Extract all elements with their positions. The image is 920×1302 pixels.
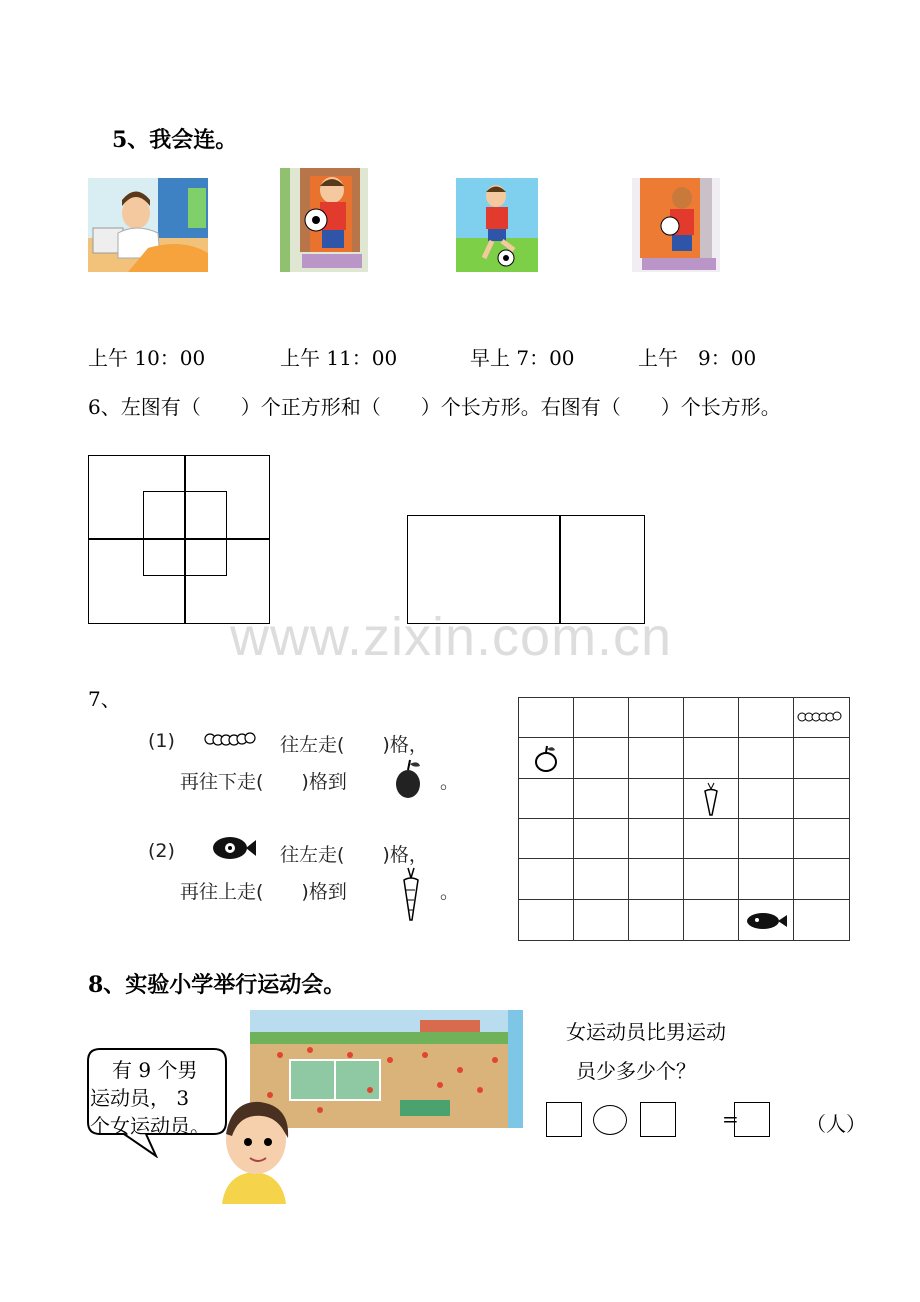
q7-p1-line1: 往左走( )格， xyxy=(280,734,428,756)
time-label-2: 上午 11：00 xyxy=(280,346,398,370)
speech-bubble xyxy=(86,1048,228,1158)
q7-p2-line2: 再往上走( )格到 xyxy=(180,881,347,903)
fish-icon xyxy=(210,834,258,866)
q8-title: 8、实验小学举行运动会。 xyxy=(88,972,346,998)
q7-p2-label: (2) xyxy=(148,840,175,862)
bubble-line-2: 运动员， 3 xyxy=(90,1086,190,1110)
answer-box-3[interactable] xyxy=(734,1102,770,1137)
q7-p1-label: (1) xyxy=(148,730,175,752)
answer-box-2[interactable] xyxy=(640,1102,676,1137)
picture-boy-entering xyxy=(632,178,720,272)
q6-question: 6、左图有（ ）个正方形和（ ）个长方形。右图有（ ）个长方形。 xyxy=(88,395,781,419)
time-label-4: 上午 9：00 xyxy=(638,346,757,370)
carrot-icon xyxy=(400,866,422,926)
unit-label: （人） xyxy=(806,1112,866,1136)
time-label-1: 上午 10：00 xyxy=(88,346,206,370)
picture-boy-waking xyxy=(88,178,208,272)
q5-title: 5、我会连。 xyxy=(112,127,238,153)
q7-grid xyxy=(518,697,850,941)
q8-question-line1: 女运动员比男运动 xyxy=(566,1020,726,1044)
q7-p2-line1: 往左走( )格， xyxy=(280,844,428,866)
equals-sign: = xyxy=(722,1107,739,1131)
picture-boy-leaving xyxy=(280,168,368,272)
time-label-3: 早上 7：00 xyxy=(470,346,575,370)
bubble-line-1: 有 9 个男 xyxy=(112,1058,198,1082)
watermark: www.zixin.com.cn xyxy=(230,607,673,667)
caterpillar-icon xyxy=(204,730,258,752)
q7-p1-period: 。 xyxy=(440,771,460,793)
q7-p2-period: 。 xyxy=(440,881,460,903)
q7-p1-line2: 再往下走( )格到 xyxy=(180,771,347,793)
picture-boy-kicking-ball xyxy=(456,178,538,272)
q8-question-line2: 员少多少个？ xyxy=(576,1059,696,1083)
operator-circle[interactable] xyxy=(593,1105,627,1135)
q7-number: 7、 xyxy=(88,687,121,711)
picture-boy-speaking xyxy=(212,1098,296,1204)
answer-box-1[interactable] xyxy=(546,1102,582,1137)
apple-icon xyxy=(394,758,422,804)
bubble-line-3: 个女运动员。 xyxy=(90,1114,210,1138)
